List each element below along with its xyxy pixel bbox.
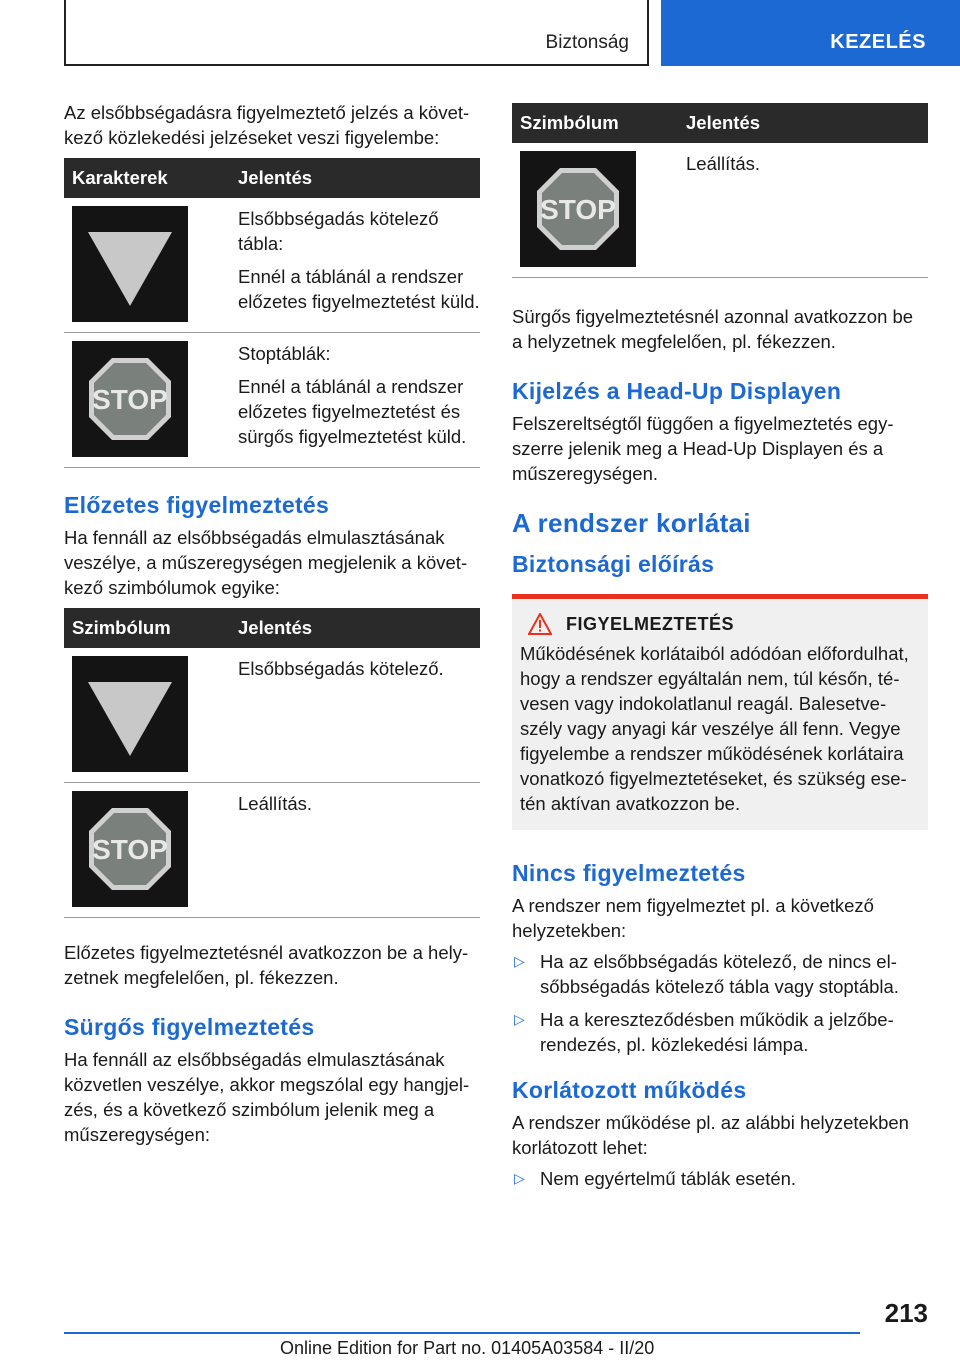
header-chapter-box	[661, 0, 960, 66]
table-row	[64, 198, 480, 333]
table-header-col2: Jelentés	[686, 112, 761, 133]
stop-sign-icon	[520, 151, 636, 267]
left-column	[64, 100, 480, 1147]
stop-sign-icon	[72, 341, 188, 457]
table-cell-text: Ennél a táblánál a rendszer előzetes figyelmeztetést és sürgős figyelmeztetést küld.	[238, 376, 467, 447]
triangle-bullet-icon: ▷	[514, 1011, 525, 1027]
intro-text: Az elsőbbségadásra figyelmeztető jelzés a következő közlekedési jelzéseket veszi figyelembe:	[64, 102, 470, 148]
limited-operation-list	[512, 1166, 928, 1191]
warning-title-text: FIGYELMEZTETÉS	[566, 613, 735, 634]
table-cell-text: Ennél a táblánál a rendszer előzetes figyelmeztetést küld.	[238, 266, 480, 312]
svg-text:STOP: STOP	[92, 384, 168, 415]
table-row	[512, 143, 928, 278]
triangle-bullet-icon: ▷	[514, 1170, 525, 1186]
table-cell-text: Stoptáblák:	[238, 343, 331, 364]
heading-safety: Biztonsági előírás	[512, 551, 715, 577]
heading-system-limits: A rendszer korlátai	[512, 508, 751, 538]
urgent-symbols-table	[512, 103, 928, 278]
list-item: ▷ Nem egyértelmű táblák esetén.	[514, 1168, 797, 1189]
header-chapter-title: KEZELÉS	[830, 31, 926, 53]
stop-sign-icon	[72, 791, 188, 907]
table-header-col1: Szimbólum	[72, 617, 171, 638]
triangle-bullet-icon: ▷	[514, 953, 525, 969]
svg-text:STOP: STOP	[92, 834, 168, 865]
warning-title	[520, 613, 920, 635]
limited-operation-text: A rendszer működése pl. az alábbi helyzetekben korlátozott lehet:	[512, 1112, 909, 1158]
table-cell-text: Leállítás.	[238, 793, 313, 814]
table-header-col2: Jelentés	[238, 167, 313, 188]
no-warning-list	[512, 949, 928, 1057]
prewarning-action-text: Előzetes figyelmeztetésnél avatkozzon be a helyzetnek megfelelően, pl. fékezzen.	[64, 942, 469, 988]
urgent-warning-text: Ha fennáll az elsőbbségadás elmulasztásának közvetlen veszélye, akkor megszólal egy hangjelzés, és a következő szimbólum jelenik meg a műszeregységen:	[64, 1049, 470, 1145]
table-cell-text: Elsőbbségadás kötelező tábla:	[238, 208, 439, 254]
no-warning-text: A rendszer nem figyelmeztet pl. a következő helyzetekben:	[512, 895, 874, 941]
heading-prewarning: Előzetes figyelmeztetés	[64, 492, 330, 518]
prewarning-text: Ha fennáll az elsőbbségadás elmulasztásának veszélye, a műszeregységen megjelenik a következő szimbólumok egyike:	[64, 527, 468, 598]
table-header-col2: Jelentés	[238, 617, 313, 638]
yield-sign-icon	[72, 206, 188, 322]
footer-divider	[64, 1332, 860, 1334]
heading-limited-operation: Korlátozott működés	[512, 1077, 747, 1103]
svg-text:STOP: STOP	[540, 194, 616, 225]
heading-hud: Kijelzés a Head-Up Displayen	[512, 378, 842, 404]
hud-text: Felszereltségtől függően a figyelmeztetés egyszerre jelenik meg a Head-Up Displayen és a műszeregységen.	[512, 413, 894, 484]
table-row	[64, 783, 480, 918]
characters-table	[64, 158, 480, 468]
warning-text: Működésének korlátaiból adódóan előfordulhat, hogy a rendszer egyáltalán nem, túl későn, tévesen vagy indokolatlanul reagál. Balesetveszély vagy anyagi kár veszélye áll fenn. Vegye figyelembe a rendszer működésének korlátaira vonatkozó figyelmeztetéseket, és szükség esetén aktívan avatkozzon be.	[520, 643, 909, 814]
warning-box	[512, 594, 928, 830]
table-header	[512, 103, 928, 143]
table-header	[64, 158, 480, 198]
heading-no-warning: Nincs figyelmeztetés	[512, 860, 746, 886]
warning-triangle-icon	[528, 613, 552, 635]
heading-urgent-warning: Sürgős figyelmeztetés	[64, 1014, 315, 1040]
right-column	[512, 100, 928, 1199]
table-header-col1: Szimbólum	[520, 112, 619, 133]
table-row	[64, 333, 480, 468]
table-cell-text: Leállítás.	[686, 153, 761, 174]
table-header	[64, 608, 480, 648]
table-row	[64, 648, 480, 783]
footer-edition-text: Online Edition for Part no. 01405A03584 - II/20	[280, 1338, 655, 1358]
urgent-action-text: Sürgős figyelmeztetésnél azonnal avatkozzon be a helyzetnek megfelelően, pl. fékezzen.	[512, 306, 914, 352]
table-header-col1: Karakterek	[72, 167, 168, 188]
table-cell-text: Elsőbbségadás kötelező.	[238, 658, 444, 679]
list-item: ▷ Ha az elsőbbségadás kötelező, de nincs elsőbbségadás kötelező tábla vagy stoptábla.	[514, 951, 899, 997]
yield-sign-icon	[72, 656, 188, 772]
prewarning-symbols-table	[64, 608, 480, 918]
header-section-title: Biztonság	[545, 32, 629, 53]
header-section-box	[64, 0, 649, 66]
page-number: 213	[884, 1298, 928, 1328]
list-item: ▷ Ha a kereszteződésben működik a jelzőberendezés, pl. közlekedési lámpa.	[514, 1009, 894, 1055]
